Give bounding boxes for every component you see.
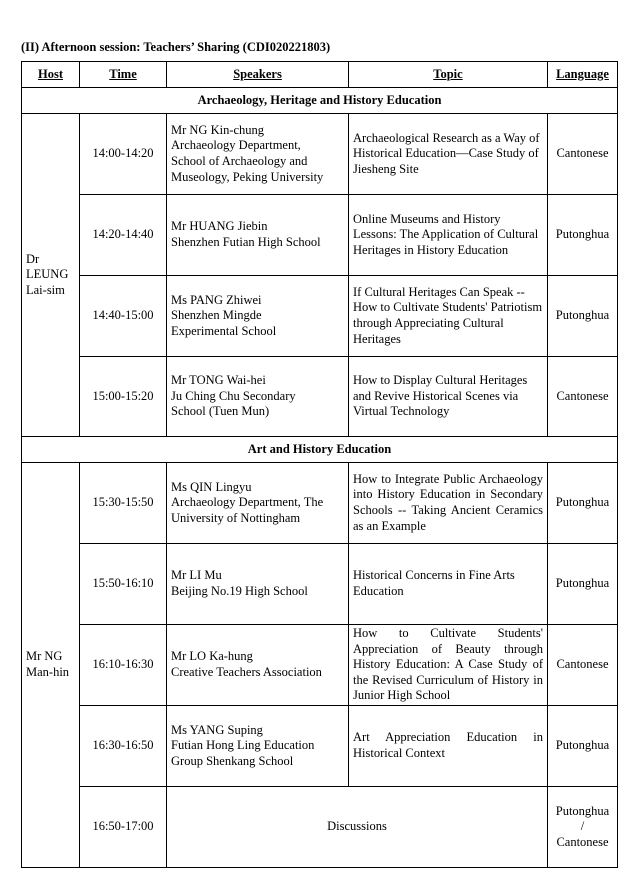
speaker-line: Mr LO Ka-hung (171, 649, 253, 664)
time-cell: 14:00-14:20 (80, 114, 167, 195)
table-row (22, 625, 618, 706)
time-cell: 15:30-15:50 (80, 463, 167, 544)
table-row (22, 195, 618, 276)
topic-cell: How to Cultivate Students' Appreciation of Beauty through History Education: A Case Study of the Revised Curriculum of History in Junior High School (349, 625, 548, 706)
table-row (22, 463, 618, 544)
time-cell: 14:40-15:00 (80, 276, 167, 357)
topic-cell: How to Integrate Public Archaeology into History Education in Secondary Schools -- Taking Ancient Ceramics as an Example (349, 463, 548, 544)
topic-cell: How to Display Cultural Heritages and Revive Historical Scenes via Virtual Technology (349, 357, 548, 437)
topic-cell: Art Appreciation Education in Historical Context (349, 706, 548, 787)
speaker-line: Ms QIN Lingyu (171, 479, 252, 494)
col-header-time: Time (80, 62, 167, 88)
language-line: Putonghua (555, 803, 610, 818)
table-row (22, 544, 618, 625)
time-cell: 16:50-17:00 (80, 787, 167, 868)
speaker-cell (167, 463, 349, 544)
speaker-line: Shenzhen Mingde (171, 308, 262, 323)
language-cell: Putonghua (548, 706, 618, 787)
speaker-cell (167, 544, 349, 625)
table-row (22, 357, 618, 437)
time-cell: 16:10-16:30 (80, 625, 167, 706)
language-cell: Cantonese (548, 114, 618, 195)
language-cell: Putonghua (548, 276, 618, 357)
discussion-cell: Discussions (167, 787, 548, 868)
speaker-line: University of Nottingham (171, 510, 301, 525)
speaker-cell (167, 625, 349, 706)
host-cell: Dr LEUNG Lai-sim (22, 114, 80, 437)
table-row (22, 787, 618, 868)
speaker-line: Mr NG Kin-chung (171, 122, 265, 137)
topic-cell: Historical Concerns in Fine Arts Education (349, 544, 548, 625)
topic-cell: Online Museums and History Lessons: The Application of Cultural Heritages in History Education (349, 195, 548, 276)
speaker-line: Ms PANG Zhiwei (171, 292, 262, 307)
speaker-line: Ms YANG Suping (171, 722, 263, 737)
language-cell: Cantonese (548, 357, 618, 437)
speaker-cell (167, 706, 349, 787)
speaker-cell (167, 114, 349, 195)
language-cell: Putonghua (548, 195, 618, 276)
speaker-line: Mr HUANG Jiebin (171, 219, 268, 234)
speaker-line: Archaeology Department, (171, 138, 301, 153)
speaker-line: Creative Teachers Association (171, 665, 322, 679)
table-row (22, 276, 618, 357)
time-cell: 15:00-15:20 (80, 357, 167, 437)
language-cell: Putonghua (548, 463, 618, 544)
col-header-language: Language (548, 62, 618, 88)
language-cell (548, 787, 618, 868)
speaker-line: Ju Ching Chu Secondary (171, 388, 296, 403)
speaker-line: Mr LI Mu (171, 568, 222, 583)
speaker-line: Archaeology Department, The (171, 495, 324, 510)
speaker-line: Futian Hong Ling Education (171, 738, 315, 753)
time-cell: 16:30-16:50 (80, 706, 167, 787)
table-row (22, 114, 618, 195)
language-line: / (580, 819, 585, 834)
col-header-speakers: Speakers (167, 62, 349, 88)
speaker-line: Group Shenkang School (171, 753, 294, 768)
language-line: Cantonese (556, 834, 609, 849)
col-header-host: Host (22, 62, 80, 88)
speaker-cell (167, 195, 349, 276)
speaker-line: Beijing No.19 High School (171, 584, 308, 598)
header-row (22, 62, 618, 88)
language-cell: Cantonese (548, 625, 618, 706)
col-header-topic: Topic (349, 62, 548, 88)
speaker-line: School (Tuen Mun) (171, 404, 270, 419)
table-row (22, 706, 618, 787)
topic-cell: If Cultural Heritages Can Speak -- How to Cultivate Students' Patriotism through Appreciating Cultural Heritages (349, 276, 548, 357)
language-cell: Putonghua (548, 544, 618, 625)
topic-cell: Archaeological Research as a Way of Historical Education—Case Study of Jiesheng Site (349, 114, 548, 195)
time-cell: 15:50-16:10 (80, 544, 167, 625)
section-title: Art and History Education (22, 437, 618, 463)
section-title: Archaeology, Heritage and History Education (22, 88, 618, 114)
speaker-line: Museology, Peking University (171, 169, 324, 184)
speaker-line: Experimental School (171, 323, 277, 338)
host-cell: Mr NG Man-hin (22, 463, 80, 868)
schedule-table (21, 61, 618, 868)
speaker-cell (167, 357, 349, 437)
speaker-line: School of Archaeology and (171, 154, 308, 168)
speaker-line: Shenzhen Futian High School (171, 235, 321, 249)
speaker-line: Mr TONG Wai-hei (171, 373, 266, 388)
time-cell: 14:20-14:40 (80, 195, 167, 276)
speaker-cell (167, 276, 349, 357)
session-heading: (II) Afternoon session: Teachers’ Sharing (CDI020221803) (21, 40, 331, 54)
